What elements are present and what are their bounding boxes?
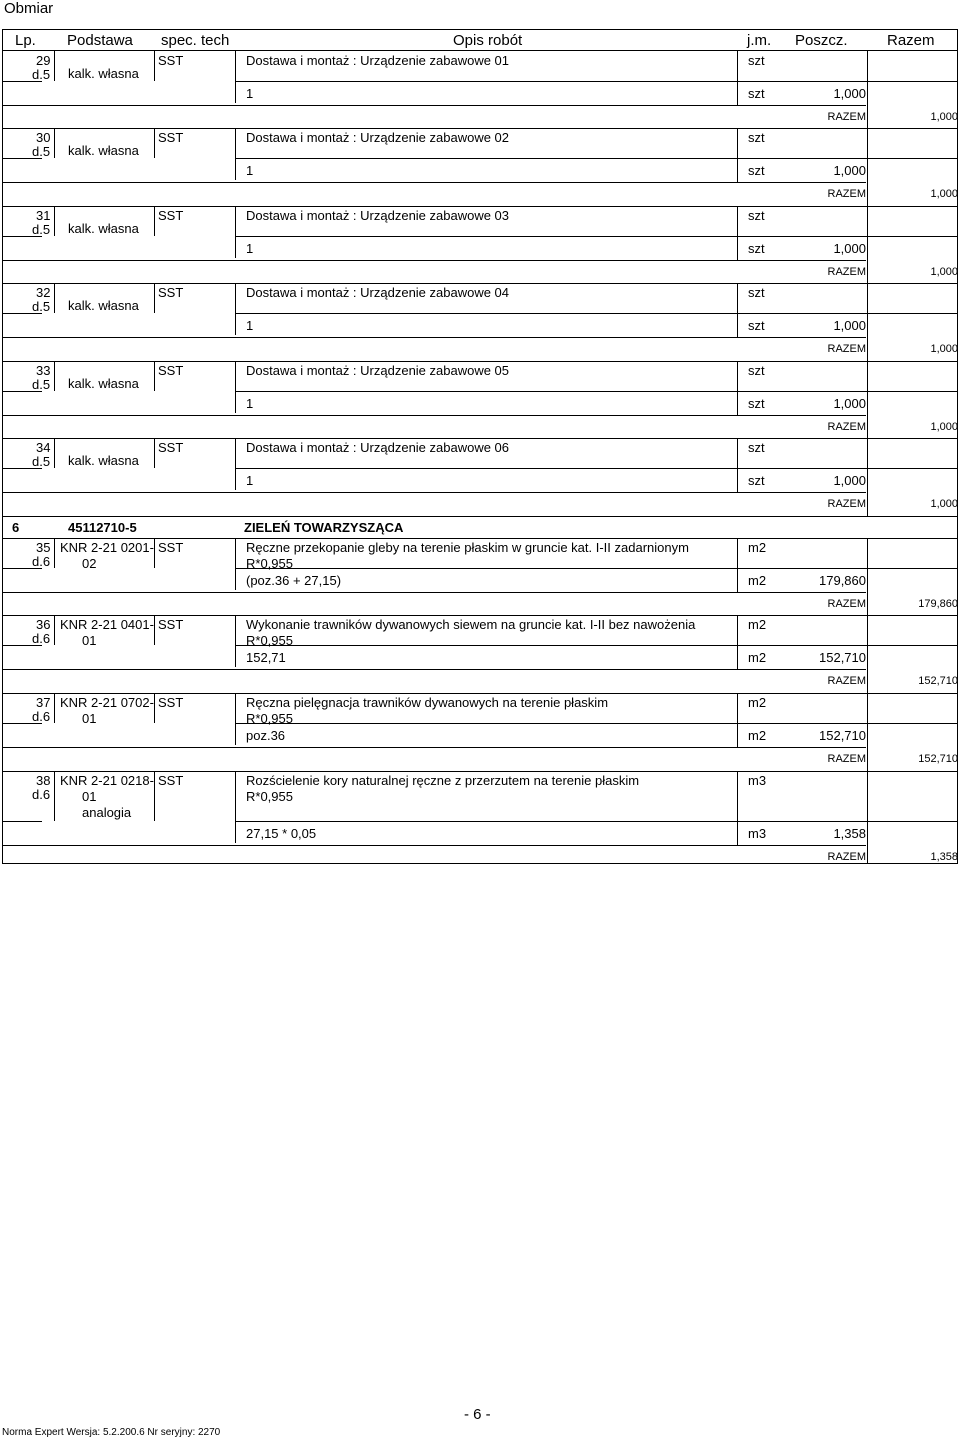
grid-line [867, 771, 868, 863]
item-opis: Dostawa i montaż : Urządzenie zabawowe 01 [246, 53, 510, 68]
item-jm: szt [748, 53, 765, 68]
item-opis: Ręczne przekopanie gleby na terenie płaskim w gruncie kat. I-II zadarnionym [246, 540, 689, 555]
grid-line [54, 438, 55, 468]
item-spec: SST [158, 617, 184, 632]
item-opis: R*0,955 [246, 711, 293, 726]
grid-line [2, 415, 866, 416]
item-calc-unit: szt [748, 396, 765, 411]
item-razem-label: RAZEM [827, 753, 866, 765]
grid-line [2, 128, 958, 129]
grid-line [2, 747, 866, 748]
item-podstawa: kalk. własna [68, 453, 139, 468]
item-spec: SST [158, 130, 184, 145]
grid-line [737, 361, 738, 391]
grid-line [2, 863, 958, 864]
item-calc-val: 1,000 [833, 241, 866, 256]
grid-line [154, 361, 155, 391]
grid-line [867, 206, 868, 283]
item-spec: SST [158, 53, 184, 68]
item-lp: 37 [36, 695, 51, 710]
item-lp: 35 [36, 540, 51, 555]
item-calc-expr: 152,71 [246, 650, 286, 665]
item-razem-val: 179,860 [918, 598, 958, 610]
item-razem-val: 152,710 [918, 753, 958, 765]
item-calc-expr: 27,15 * 0,05 [246, 826, 317, 841]
item-podstawa: kalk. własna [68, 376, 139, 391]
item-razem-label: RAZEM [827, 188, 866, 200]
item-lp: 30 [36, 130, 51, 145]
item-razem-val: 152,710 [918, 675, 958, 687]
item-d: d.6 [32, 631, 51, 646]
grid-line [2, 492, 866, 493]
item-opis: R*0,955 [246, 633, 293, 648]
grid-line [235, 283, 236, 335]
item-opis: Dostawa i montaż : Urządzenie zabawowe 03 [246, 208, 510, 223]
item-calc-expr: 1 [246, 473, 254, 488]
grid-line [867, 283, 868, 361]
item-calc-unit: m2 [748, 650, 767, 665]
grid-line [154, 538, 155, 568]
grid-line [2, 669, 866, 670]
item-calc-unit: m3 [748, 826, 767, 841]
item-calc-expr: poz.36 [246, 728, 286, 743]
item-lp: 33 [36, 363, 51, 378]
grid-line [235, 723, 958, 724]
item-d: d.6 [32, 709, 51, 724]
grid-line [154, 615, 155, 645]
item-jm: szt [748, 130, 765, 145]
item-razem-label: RAZEM [827, 111, 866, 123]
grid-line [867, 51, 868, 128]
grid-line [235, 645, 958, 646]
grid-line [235, 538, 236, 590]
item-calc-val: 1,000 [833, 473, 866, 488]
item-opis: Ręczna pielęgnacja trawników dywanowych na terenie płaskim [246, 695, 609, 710]
item-calc-val: 1,358 [833, 826, 866, 841]
item-podstawa: KNR 2-21 0218- [60, 773, 154, 788]
grid-line [54, 283, 55, 313]
grid-line [737, 468, 738, 492]
item-podstawa: kalk. własna [68, 298, 139, 313]
grid-line [737, 313, 738, 337]
grid-line [154, 438, 155, 468]
item-opis: R*0,955 [246, 556, 293, 571]
item-calc-unit: szt [748, 241, 765, 256]
item-calc-expr: 1 [246, 86, 254, 101]
header-lp: Lp. [15, 32, 36, 49]
grid-line [737, 538, 738, 568]
grid-line [235, 81, 958, 82]
grid-line [235, 821, 958, 822]
grid-line [2, 821, 42, 822]
item-razem-val: 1,000 [930, 498, 958, 510]
grid-line [2, 615, 3, 694]
grid-line [235, 361, 236, 413]
grid-line [2, 438, 958, 439]
item-calc-val: 179,860 [819, 573, 866, 588]
grid-line [54, 615, 55, 645]
item-jm: m3 [748, 773, 767, 788]
item-razem-label: RAZEM [827, 498, 866, 510]
grid-line [2, 538, 3, 616]
grid-line [737, 391, 738, 415]
grid-line [235, 206, 236, 258]
grid-line [54, 128, 55, 158]
item-razem-val: 1,000 [930, 266, 958, 278]
item-spec: SST [158, 208, 184, 223]
item-razem-label: RAZEM [827, 266, 866, 278]
grid-line [54, 361, 55, 391]
grid-line [235, 158, 958, 159]
item-d: d.6 [32, 554, 51, 569]
table-header [2, 29, 958, 51]
item-podstawa: 01 [82, 633, 97, 648]
grid-line [867, 438, 868, 516]
item-lp: 31 [36, 208, 51, 223]
grid-line [867, 693, 868, 771]
item-d: d.5 [32, 299, 51, 314]
grid-line [235, 313, 958, 314]
grid-line [2, 337, 866, 338]
grid-line [2, 182, 866, 183]
grid-line [54, 693, 55, 723]
item-calc-expr: 1 [246, 396, 254, 411]
item-calc-expr: 1 [246, 318, 254, 333]
grid-line [2, 128, 3, 207]
grid-line [867, 538, 868, 615]
item-podstawa: analogia [82, 805, 132, 820]
grid-line [235, 468, 958, 469]
item-podstawa: 02 [82, 556, 97, 571]
grid-line [2, 845, 866, 846]
item-jm: m2 [748, 695, 767, 710]
grid-line [2, 105, 866, 106]
item-calc-val: 1,000 [833, 318, 866, 333]
item-calc-expr: 1 [246, 163, 254, 178]
grid-line [737, 568, 738, 592]
item-razem-label: RAZEM [827, 598, 866, 610]
grid-line [2, 206, 3, 284]
grid-line [867, 615, 868, 693]
grid-line [2, 592, 866, 593]
item-d: d.5 [32, 144, 51, 159]
grid-line [235, 771, 236, 843]
item-calc-val: 152,710 [819, 650, 866, 665]
item-razem-val: 1,000 [930, 188, 958, 200]
item-jm: m2 [748, 617, 767, 632]
grid-line [235, 391, 958, 392]
item-podstawa: kalk. własna [68, 221, 139, 236]
item-d: d.5 [32, 222, 51, 237]
item-opis: Dostawa i montaż : Urządzenie zabawowe 06 [246, 440, 510, 455]
header-poszcz: Poszcz. [795, 32, 848, 49]
item-razem-val: 1,358 [930, 851, 958, 863]
grid-line [957, 516, 958, 538]
grid-line [737, 821, 738, 845]
item-opis: Dostawa i montaż : Urządzenie zabawowe 02 [246, 130, 510, 145]
grid-line [235, 693, 236, 745]
item-calc-val: 152,710 [819, 728, 866, 743]
grid-line [737, 158, 738, 182]
item-jm: szt [748, 208, 765, 223]
header-razem: Razem [887, 32, 935, 49]
item-d: d.6 [32, 787, 51, 802]
page-number: - 6 - [464, 1406, 491, 1423]
header-jm: j.m. [747, 32, 772, 49]
item-spec: SST [158, 440, 184, 455]
grid-line [2, 516, 958, 517]
item-calc-unit: m2 [748, 728, 767, 743]
grid-line [2, 260, 866, 261]
grid-line [867, 128, 868, 206]
item-podstawa: 01 [82, 789, 97, 804]
item-calc-val: 1,000 [833, 396, 866, 411]
grid-line [2, 615, 958, 616]
item-spec: SST [158, 540, 184, 555]
grid-line [737, 771, 738, 821]
item-jm: m2 [748, 540, 767, 555]
grid-line [154, 128, 155, 158]
section-num: 6 [12, 520, 20, 535]
item-lp: 38 [36, 773, 51, 788]
grid-line [737, 206, 738, 236]
grid-line [235, 615, 236, 667]
grid-line [154, 206, 155, 236]
grid-line [2, 771, 3, 864]
grid-line [2, 283, 958, 284]
grid-line [737, 723, 738, 747]
item-calc-unit: szt [748, 318, 765, 333]
grid-line [235, 236, 958, 237]
grid-line [737, 236, 738, 260]
item-lp: 34 [36, 440, 51, 455]
item-d: d.5 [32, 454, 51, 469]
grid-line [737, 615, 738, 645]
grid-line [2, 283, 3, 362]
item-podstawa: KNR 2-21 0702- [60, 695, 154, 710]
item-opis: Rozścielenie kory naturalnej ręczne z przerzutem na terenie płaskim [246, 773, 640, 788]
section-name: ZIELEŃ TOWARZYSZĄCA [244, 520, 404, 535]
grid-line [2, 516, 3, 538]
item-razem-label: RAZEM [827, 343, 866, 355]
item-calc-val: 1,000 [833, 86, 866, 101]
item-calc-expr: 1 [246, 241, 254, 256]
item-calc-val: 1,000 [833, 163, 866, 178]
grid-line [235, 51, 236, 103]
item-spec: SST [158, 695, 184, 710]
item-jm: szt [748, 363, 765, 378]
item-razem-label: RAZEM [827, 851, 866, 863]
grid-line [2, 693, 958, 694]
item-calc-unit: m2 [748, 573, 767, 588]
grid-line [2, 206, 958, 207]
header-opis: Opis robót [453, 32, 523, 49]
grid-line [737, 81, 738, 105]
item-razem-val: 1,000 [930, 343, 958, 355]
item-calc-expr: (poz.36 + 27,15) [246, 573, 342, 588]
item-spec: SST [158, 773, 184, 788]
grid-line [737, 693, 738, 723]
section-code: 45112710-5 [68, 520, 137, 535]
item-spec: SST [158, 363, 184, 378]
item-spec: SST [158, 285, 184, 300]
item-calc-unit: szt [748, 473, 765, 488]
item-podstawa: 01 [82, 711, 97, 726]
grid-line [737, 438, 738, 468]
grid-line [737, 51, 738, 81]
item-d: d.5 [32, 67, 51, 82]
item-lp: 32 [36, 285, 51, 300]
grid-line [54, 51, 55, 81]
item-razem-label: RAZEM [827, 421, 866, 433]
grid-line [235, 438, 236, 490]
footer-info: Norma Expert Wersja: 5.2.200.6 Nr seryjny: 2270 [2, 1427, 221, 1438]
grid-line [2, 361, 958, 362]
item-podstawa: KNR 2-21 0201- [60, 540, 154, 555]
grid-line [54, 771, 55, 821]
grid-line [154, 283, 155, 313]
item-d: d.5 [32, 377, 51, 392]
grid-line [154, 693, 155, 723]
item-calc-unit: szt [748, 163, 765, 178]
page-title: Obmiar [4, 0, 54, 17]
grid-line [2, 693, 3, 772]
item-razem-val: 1,000 [930, 421, 958, 433]
grid-line [2, 438, 3, 517]
grid-line [737, 128, 738, 158]
header-spec: spec. tech [161, 32, 230, 49]
item-jm: szt [748, 285, 765, 300]
grid-line [867, 361, 868, 438]
grid-line [235, 128, 236, 180]
grid-line [235, 568, 958, 569]
grid-line [54, 206, 55, 236]
grid-line [154, 771, 155, 821]
grid-line [2, 361, 3, 439]
item-lp: 29 [36, 53, 51, 68]
item-podstawa: KNR 2-21 0401- [60, 617, 154, 632]
grid-line [2, 51, 3, 129]
item-opis: R*0,955 [246, 789, 293, 804]
item-lp: 36 [36, 617, 51, 632]
grid-line [2, 538, 958, 539]
item-opis: Dostawa i montaż : Urządzenie zabawowe 04 [246, 285, 510, 300]
item-calc-unit: szt [748, 86, 765, 101]
header-podstawa: Podstawa [67, 32, 133, 49]
item-razem-label: RAZEM [827, 675, 866, 687]
grid-line [54, 538, 55, 568]
grid-line [737, 283, 738, 313]
item-razem-val: 1,000 [930, 111, 958, 123]
item-podstawa: kalk. własna [68, 66, 139, 81]
item-jm: szt [748, 440, 765, 455]
item-opis: Dostawa i montaż : Urządzenie zabawowe 05 [246, 363, 510, 378]
grid-line [154, 51, 155, 81]
item-podstawa: kalk. własna [68, 143, 139, 158]
grid-line [2, 771, 958, 772]
grid-line [737, 645, 738, 669]
item-opis: Wykonanie trawników dywanowych siewem na gruncie kat. I-II bez nawożenia [246, 617, 696, 632]
